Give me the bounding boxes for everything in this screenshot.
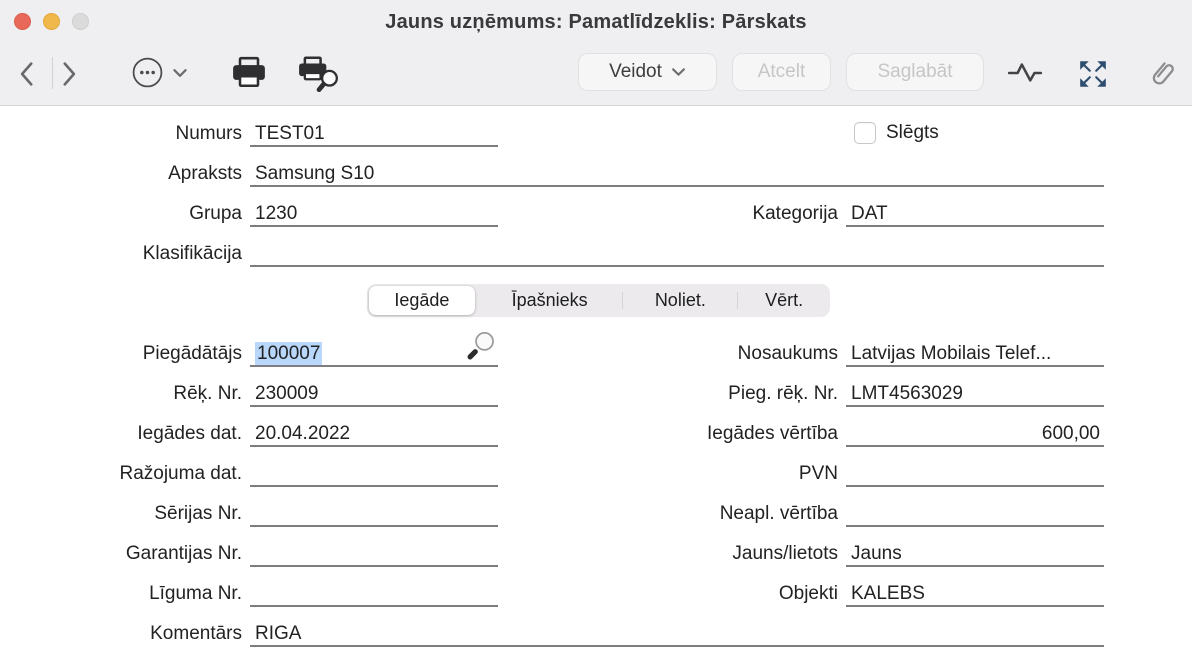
apraksts-value: Samsung S10 — [255, 163, 375, 184]
forward-button[interactable] — [62, 61, 78, 87]
window-chrome — [0, 0, 1192, 106]
attachments-button[interactable] — [1146, 57, 1178, 91]
nosaukums-value: Latvijas Mobilais Telef... — [851, 343, 1052, 364]
grupa-field[interactable] — [250, 201, 498, 227]
tab-ipasnieks-label: Īpašnieks — [511, 290, 588, 310]
tab-noliet-label: Noliet. — [654, 290, 706, 310]
iegades-dat-value: 20.04.2022 — [255, 423, 351, 444]
zoom-window-button[interactable] — [72, 13, 89, 30]
piegadatajs-label: Piegādātājs — [142, 343, 242, 364]
fullscreen-button[interactable] — [1077, 58, 1109, 90]
komentars-label: Komentārs — [150, 623, 242, 644]
chevron-left-icon — [18, 61, 34, 87]
cancel-button-label: Atcelt — [757, 61, 806, 82]
nosaukums-field[interactable] — [846, 341, 1104, 367]
print-preview-button[interactable] — [297, 56, 341, 92]
jauns-lietots-label: Jauns/lietots — [732, 543, 838, 564]
neapl-vertiba-label: Neapl. vērtība — [719, 503, 838, 524]
create-button[interactable] — [578, 53, 717, 91]
tab-vert-label: Vērt. — [765, 290, 804, 310]
tab-vert[interactable] — [738, 284, 830, 317]
rek-nr-label: Rēķ. Nr. — [173, 383, 242, 404]
pieg-rek-nr-label: Pieg. rēķ. Nr. — [728, 383, 838, 404]
printer-icon — [231, 56, 267, 89]
cancel-button[interactable] — [732, 53, 831, 91]
komentars-field[interactable] — [250, 621, 1104, 647]
record-form — [0, 106, 1192, 666]
minimize-window-button[interactable] — [43, 13, 60, 30]
paperclip-icon — [1146, 57, 1178, 91]
liguma-nr-label: Līguma Nr. — [149, 583, 242, 604]
operations-menu-chevron[interactable] — [172, 68, 188, 78]
razojuma-dat-label: Ražojuma dat. — [119, 463, 242, 484]
objekti-value: KALEBS — [851, 583, 925, 604]
chevron-right-icon — [62, 61, 78, 87]
iegades-dat-label: Iegādes dat. — [137, 423, 242, 444]
piegadatajs-field[interactable] — [250, 341, 498, 367]
iegades-vertiba-value: 600,00 — [1041, 423, 1100, 444]
operations-menu-button[interactable] — [131, 56, 164, 89]
printer-preview-icon — [297, 56, 341, 92]
piegadatajs-value: 100007 — [257, 343, 321, 364]
tab-noliet[interactable] — [623, 284, 737, 317]
garantijas-nr-field[interactable] — [250, 541, 498, 567]
apraksts-field[interactable] — [250, 161, 1104, 187]
jauns-lietots-field[interactable] — [846, 541, 1104, 567]
klasifikacija-label: Klasifikācija — [142, 243, 242, 264]
iegades-vertiba-label: Iegādes vērtība — [707, 423, 838, 444]
pulse-icon — [1006, 60, 1044, 86]
iegades-dat-field[interactable] — [250, 421, 498, 447]
objekti-field[interactable] — [846, 581, 1104, 607]
tab-iegade-label: Iegāde — [394, 290, 450, 310]
pieg-rek-nr-value: LMT4563029 — [851, 383, 963, 404]
iegades-vertiba-field[interactable] — [846, 421, 1104, 447]
kategorija-field[interactable] — [846, 201, 1104, 227]
nosaukums-label: Nosaukums — [737, 343, 838, 364]
numurs-value: TEST01 — [255, 123, 325, 144]
kategorija-label: Kategorija — [752, 203, 838, 224]
pvn-label: PVN — [798, 463, 838, 484]
toolbar — [0, 44, 1192, 105]
back-button[interactable] — [18, 61, 34, 87]
tab-ipasnieks[interactable] — [477, 284, 623, 317]
kategorija-value: DAT — [851, 203, 888, 224]
liguma-nr-field[interactable] — [250, 581, 498, 607]
komentars-value: RIGA — [255, 623, 302, 644]
save-button-label: Saglabāt — [877, 61, 953, 82]
rek-nr-value: 230009 — [255, 383, 319, 404]
slegts-checkbox[interactable] — [854, 122, 876, 144]
pieg-rek-nr-field[interactable] — [846, 381, 1104, 407]
nav-divider — [52, 57, 53, 89]
paste-special-button[interactable] — [467, 330, 498, 368]
objekti-label: Objekti — [778, 583, 838, 604]
chevron-down-icon — [172, 68, 188, 78]
grupa-label: Grupa — [189, 203, 242, 224]
chevron-down-icon — [671, 67, 686, 77]
search-icon — [467, 330, 498, 361]
pvn-field[interactable] — [846, 461, 1104, 487]
neapl-vertiba-field[interactable] — [846, 501, 1104, 527]
serijas-nr-field[interactable] — [250, 501, 498, 527]
ellipsis-circle-icon — [131, 56, 164, 89]
apraksts-label: Apraksts — [168, 163, 242, 184]
tab-iegade[interactable] — [369, 286, 475, 315]
save-button[interactable] — [846, 53, 984, 91]
serijas-nr-label: Sērijas Nr. — [154, 503, 242, 524]
numurs-label: Numurs — [175, 123, 242, 144]
klasifikacija-field[interactable] — [250, 241, 1104, 267]
expand-arrows-icon — [1077, 58, 1109, 90]
tab-bar — [367, 284, 830, 317]
print-button[interactable] — [231, 56, 267, 89]
title-bar — [0, 0, 1192, 44]
activity-button[interactable] — [1006, 60, 1044, 86]
slegts-label: Slēgts — [886, 122, 939, 143]
numurs-field[interactable] — [250, 121, 498, 147]
close-window-button[interactable] — [14, 13, 31, 30]
razojuma-dat-field[interactable] — [250, 461, 498, 487]
window-title: Jauns uzņēmums: Pamatlīdzeklis: Pārskats — [385, 10, 807, 33]
create-button-label: Veidot — [609, 61, 662, 82]
rek-nr-field[interactable] — [250, 381, 498, 407]
grupa-value: 1230 — [255, 203, 298, 224]
jauns-lietots-value: Jauns — [851, 543, 902, 564]
garantijas-nr-label: Garantijas Nr. — [125, 543, 242, 564]
